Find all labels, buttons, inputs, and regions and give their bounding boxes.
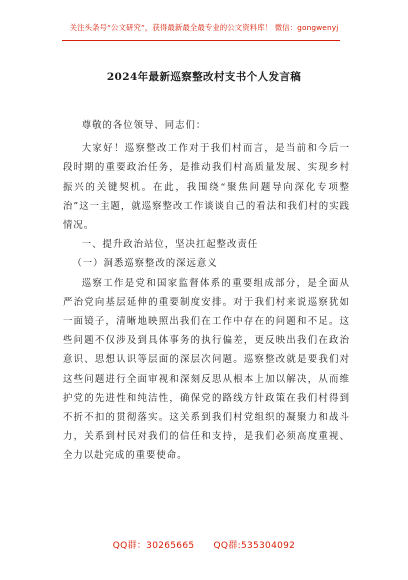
document-title: 2024年最新巡察整改村支书个人发言稿 <box>106 71 302 83</box>
paragraph-body-1: 巡察工作是党和国家监督体系的重要组成部分，是全面从严治党向基层延伸的重要制度安排。对于我们村来说巡察犹如一面镜子，清晰地映照出我们在工作中存在的问题和不足。这些问题不仅涉及到具体事务的执行偏差，更反映出我们在政治意识、思想认识等层面的深层次问题。巡察整改就是要我们对这些问题进行全面审视和深刻反思从根本上加以解决，从而维护党的先进性和纯洁性，确保党的路线方针政策在我们村得到不折不扣的贯彻落实。这关系到我们村党组织的凝聚力和战斗力，关系到村民对我们的信任和支持，是我们必须高度重视、全力以赴完成的重要使命。 <box>63 277 350 462</box>
salutation: 尊敬的各位领导、同志们： <box>81 120 207 131</box>
document-body <box>63 116 350 466</box>
header-divider <box>62 40 340 41</box>
section-heading-1: 一、提升政治站位，坚决扛起整改责任 <box>81 239 259 251</box>
footer-qq-group-2: QQ群:535304092 <box>213 541 296 551</box>
subsection-heading-1: （一）洞悉巡察整改的深远意义 <box>72 258 218 270</box>
paragraph-intro: 大家好！巡察整改工作对于我们村而言，是当前和今后一段时期的重要政治任务，是推动我们村高质量发展、实现乡村振兴的关键契机。在此，我围绕“聚焦问题导向深化专项整治”这一主题，就巡察整改工作谈谈自己的看法和我们村的实践情况。 <box>63 143 350 232</box>
footer-contact <box>0 538 408 551</box>
footer-qq-group-1: QQ群：30265665 <box>112 541 195 551</box>
header-notice: 关注头条号“公文研究”，获得最新最全最专业的公文资料库！ 微信：gongwenyj <box>69 23 339 32</box>
